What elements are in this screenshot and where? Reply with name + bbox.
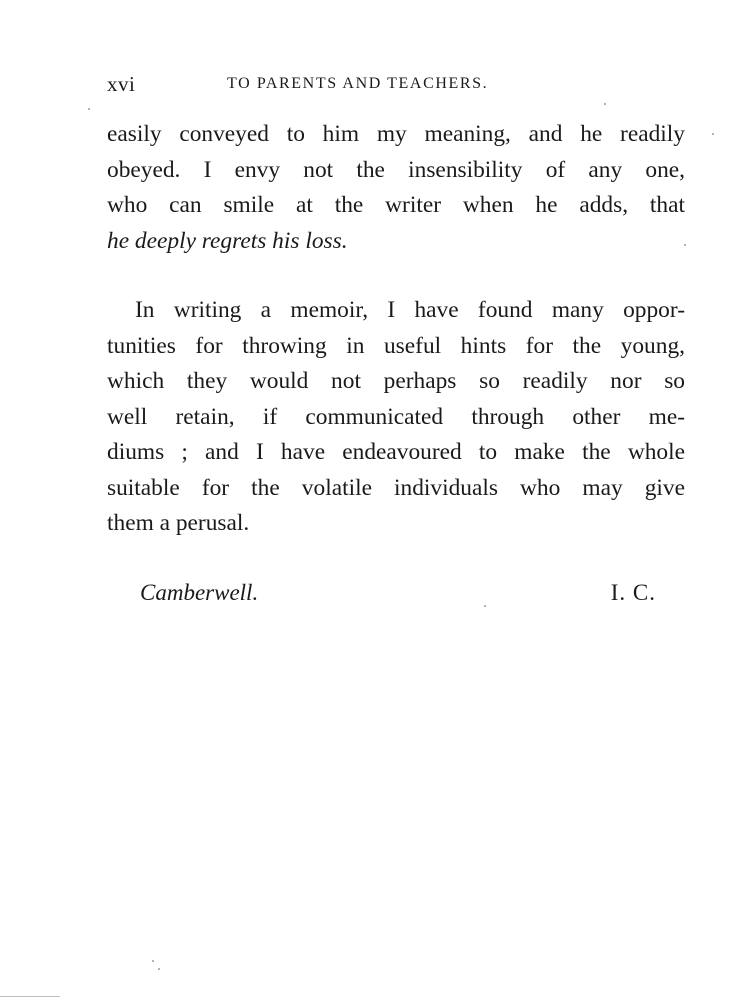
paper-speck <box>88 108 90 110</box>
text-line: tunities for throwing in useful hints for the young, <box>107 332 685 359</box>
signature-line <box>140 580 656 616</box>
text-line: In writing a memoir, I have found many oppor- <box>135 297 685 323</box>
text-line: who can smile at the writer when he adds, that <box>107 192 685 218</box>
paper-speck <box>712 133 714 135</box>
paper-speck <box>152 960 154 962</box>
paragraph-continuation <box>107 117 685 259</box>
text-line: well retain, if communicated through other me- <box>107 403 685 430</box>
text-line: them a perusal. <box>107 510 250 536</box>
signature-initials: I. C. <box>610 580 656 605</box>
text-line: suitable for the volatile individuals who may give <box>107 474 685 501</box>
paper-speck <box>484 605 486 607</box>
paragraph-memoir <box>107 293 685 542</box>
text-line-italic: he deeply regrets his loss. <box>107 227 348 254</box>
paper-speck <box>604 103 606 105</box>
text-line: which they would not perhaps so readily nor so <box>107 368 685 394</box>
text-line: diums ; and I have endeavoured to make the whole <box>107 439 685 465</box>
paper-speck <box>158 968 160 970</box>
signature-place: Camberwell. <box>140 580 259 605</box>
page-edge-rule <box>0 996 60 997</box>
running-head-title: TO PARENTS AND TEACHERS. <box>227 75 489 92</box>
text-line: obeyed. I envy not the insensibility of any one, <box>107 156 685 183</box>
paper-speck <box>684 244 686 246</box>
running-head <box>107 72 585 100</box>
page-number: xvi <box>107 72 136 96</box>
text-line: easily conveyed to him my meaning, and he readily <box>107 121 685 147</box>
